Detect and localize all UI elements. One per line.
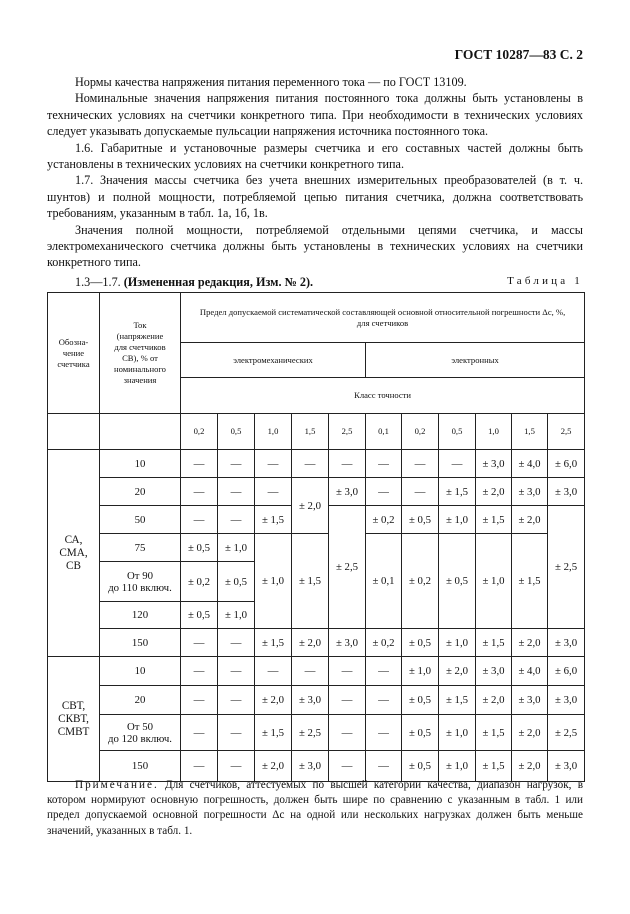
col-header-current: Ток (напряжение для счетчиков СВ), % от номинального значения [100, 293, 181, 414]
value-cell: — [439, 450, 476, 478]
value-cell: ± 2,0 [292, 629, 329, 657]
value-cell: ± 1,5 [292, 534, 329, 629]
accuracy-table [47, 292, 585, 782]
value-cell: ± 1,5 [439, 686, 476, 715]
value-cell: ± 2,0 [512, 715, 548, 751]
table-row [48, 450, 585, 478]
value-cell: — [329, 751, 366, 782]
current-cell: От 50 до 120 включ. [100, 715, 181, 751]
value-cell: ± 1,5 [476, 506, 512, 534]
value-cell: — [366, 450, 402, 478]
value-cell: ± 2,5 [548, 506, 585, 629]
value-cell: — [218, 751, 255, 782]
value-cell: — [181, 506, 218, 534]
table-row [48, 478, 585, 506]
class-cell: 0,5 [218, 414, 255, 450]
class-cell: 2,5 [548, 414, 585, 450]
value-cell: ± 2,0 [512, 629, 548, 657]
value-cell: — [218, 450, 255, 478]
current-cell: 10 [100, 657, 181, 686]
value-cell: ± 1,0 [439, 751, 476, 782]
value-cell: ± 1,5 [476, 715, 512, 751]
paragraph: 1.6. Габаритные и установочные размеры счетчика и его составных частей должны быть установлены в технических условиях на счетчики конкретного типа. [47, 140, 583, 172]
current-cell: 150 [100, 629, 181, 657]
value-cell: ± 1,0 [218, 602, 255, 629]
value-cell: — [218, 715, 255, 751]
current-cell: 75 [100, 534, 181, 562]
value-cell: ± 0,5 [181, 602, 218, 629]
col-header-electromechanical: электромеханических [181, 343, 366, 378]
value-cell: ± 0,2 [366, 629, 402, 657]
value-cell: ± 0,2 [181, 562, 218, 602]
value-cell: — [181, 478, 218, 506]
value-cell: ± 0,2 [402, 534, 439, 629]
value-cell: ± 3,0 [548, 751, 585, 782]
value-cell: — [218, 506, 255, 534]
group-label: СА, СМА, СВ [48, 450, 100, 657]
value-cell: ± 3,0 [548, 686, 585, 715]
value-cell: — [181, 450, 218, 478]
value-cell: — [181, 629, 218, 657]
value-cell: — [218, 629, 255, 657]
paragraph: Значения полной мощности, потребляемой отдельными цепями счетчика, и массы электромеханического счетчика должны быть установлены в технических условиях на счетчики конкретного типа. [47, 222, 583, 270]
value-cell: ± 2,0 [476, 478, 512, 506]
value-cell: ± 0,5 [402, 506, 439, 534]
class-cell: 1,5 [292, 414, 329, 450]
class-cell: 0,2 [181, 414, 218, 450]
value-cell: — [218, 686, 255, 715]
note-paragraph [47, 778, 583, 839]
value-cell: ± 2,0 [476, 686, 512, 715]
col-header-error-limit: Предел допускаемой систематической составляющей основной относительной погрешности Δс, %, для счетчиков [181, 293, 585, 343]
value-cell: — [402, 478, 439, 506]
value-cell: ± 1,5 [439, 478, 476, 506]
note-text: Для счетчиков, аттестуемых по высшей категории качества, диапазон нагрузок, в котором нормируют основную погрешность, должен быть шире по сравнению с указанным в табл. 1 или предел допускаемой основной погрешности Δс на одной или нескольких нагрузках должен быть меньше значений, указанных в табл. 1. [47, 779, 583, 837]
value-cell: — [366, 686, 402, 715]
value-cell: ± 1,5 [476, 629, 512, 657]
col-header-electronic: электронных [366, 343, 585, 378]
paragraph: 1.7. Значения массы счетчика без учета внешних измерительных преобразователей (в т. ч. шунтов) и полной мощности, потребляемой цепью питания счетчика, должна соответствовать требованиям, указанным в табл. 1а, 1б, 1в. [47, 173, 583, 221]
value-cell: — [255, 450, 292, 478]
value-cell: ± 1,0 [439, 629, 476, 657]
value-cell: ± 2,0 [255, 686, 292, 715]
table-row [48, 686, 585, 715]
value-cell: — [329, 686, 366, 715]
value-cell: ± 0,5 [181, 534, 218, 562]
current-cell: От 90 до 110 включ. [100, 562, 181, 602]
value-cell: ± 2,0 [439, 657, 476, 686]
note-label: Примечание. [75, 779, 159, 791]
value-cell: — [181, 715, 218, 751]
class-cell: 0,2 [402, 414, 439, 450]
value-cell: ± 0,5 [439, 534, 476, 629]
value-cell: ± 1,5 [255, 506, 292, 534]
value-cell: ± 1,0 [476, 534, 512, 629]
value-cell: — [181, 751, 218, 782]
value-cell: — [255, 478, 292, 506]
paragraph: Номинальные значения напряжения питания постоянного тока должны быть установлены в технических условиях на счетчики конкретного типа. При необходимости в технических условиях следует указывать допускаемые пульсации напряжения источника постоянного тока. [47, 91, 583, 139]
value-cell: — [402, 450, 439, 478]
value-cell: ± 0,1 [366, 534, 402, 629]
value-cell: — [366, 657, 402, 686]
value-cell: ± 1,5 [512, 534, 548, 629]
amendment-prefix: 1.3—1.7. [75, 274, 124, 289]
amendment-note [47, 274, 583, 290]
value-cell: ± 1,5 [255, 715, 292, 751]
value-cell: ± 2,0 [512, 751, 548, 782]
current-cell: 120 [100, 602, 181, 629]
current-cell: 10 [100, 450, 181, 478]
current-cell: 20 [100, 686, 181, 715]
value-cell: ± 3,0 [329, 629, 366, 657]
col-header-accuracy-class: Класс точности [181, 378, 585, 414]
value-cell: — [218, 657, 255, 686]
value-cell: ± 3,0 [512, 478, 548, 506]
class-cell: 1,0 [476, 414, 512, 450]
value-cell: ± 4,0 [512, 657, 548, 686]
table-row [48, 629, 585, 657]
value-cell: ± 0,5 [218, 562, 255, 602]
amendment-bold: (Измененная редакция, Изм. № 2). [123, 274, 314, 289]
value-cell: ± 3,0 [292, 686, 329, 715]
value-cell: ± 3,0 [476, 657, 512, 686]
value-cell: — [329, 715, 366, 751]
current-cell: 150 [100, 751, 181, 782]
value-cell: ± 2,5 [292, 715, 329, 751]
value-cell: — [366, 751, 402, 782]
value-cell: ± 6,0 [548, 450, 585, 478]
value-cell: ± 6,0 [548, 657, 585, 686]
value-cell: ± 1,0 [439, 715, 476, 751]
value-cell: ± 2,0 [255, 751, 292, 782]
value-cell: ± 3,0 [512, 686, 548, 715]
class-cell: 0,5 [439, 414, 476, 450]
value-cell: ± 2,5 [329, 506, 366, 629]
table-note [47, 778, 583, 839]
value-cell: — [366, 715, 402, 751]
value-cell: — [181, 686, 218, 715]
body-text [47, 74, 583, 290]
value-cell: ± 2,5 [548, 715, 585, 751]
value-cell: ± 0,5 [402, 715, 439, 751]
table-row [48, 751, 585, 782]
value-cell: ± 3,0 [329, 478, 366, 506]
value-cell: — [255, 657, 292, 686]
class-cell: 0,1 [366, 414, 402, 450]
value-cell: ± 4,0 [512, 450, 548, 478]
paragraph: Нормы качества напряжения питания переменного тока — по ГОСТ 13109. [75, 75, 467, 89]
value-cell: — [181, 657, 218, 686]
current-cell: 50 [100, 506, 181, 534]
value-cell: ± 3,0 [548, 478, 585, 506]
value-cell: ± 1,0 [402, 657, 439, 686]
class-cell: 1,5 [512, 414, 548, 450]
page-header: ГОСТ 10287—83 С. 2 [454, 47, 583, 62]
table-row [48, 534, 585, 562]
value-cell: ± 2,0 [512, 506, 548, 534]
value-cell: ± 0,5 [402, 686, 439, 715]
value-cell: ± 0,5 [402, 629, 439, 657]
value-cell: ± 3,0 [292, 751, 329, 782]
group-label: СВТ, СКВТ, СМВТ [48, 657, 100, 782]
value-cell: ± 1,0 [255, 534, 292, 629]
value-cell: ± 1,0 [439, 506, 476, 534]
col-header-designation: Обозна- чение счетчика [48, 293, 100, 414]
class-cell: 1,0 [255, 414, 292, 450]
value-cell: — [218, 478, 255, 506]
value-cell: ± 1,0 [218, 534, 255, 562]
value-cell: — [292, 450, 329, 478]
current-cell: 20 [100, 478, 181, 506]
value-cell: — [366, 478, 402, 506]
value-cell: ± 1,5 [476, 751, 512, 782]
table-row [48, 657, 585, 686]
class-cell: 2,5 [329, 414, 366, 450]
value-cell: ± 1,5 [255, 629, 292, 657]
value-cell: — [329, 450, 366, 478]
value-cell: ± 0,2 [366, 506, 402, 534]
value-cell: ± 3,0 [476, 450, 512, 478]
value-cell: — [292, 657, 329, 686]
table-caption: Таблица 1 [507, 275, 583, 287]
value-cell: ± 2,0 [292, 478, 329, 534]
value-cell: ± 3,0 [548, 629, 585, 657]
class-row [48, 414, 585, 450]
table-row [48, 715, 585, 751]
value-cell: ± 0,5 [402, 751, 439, 782]
value-cell: — [329, 657, 366, 686]
